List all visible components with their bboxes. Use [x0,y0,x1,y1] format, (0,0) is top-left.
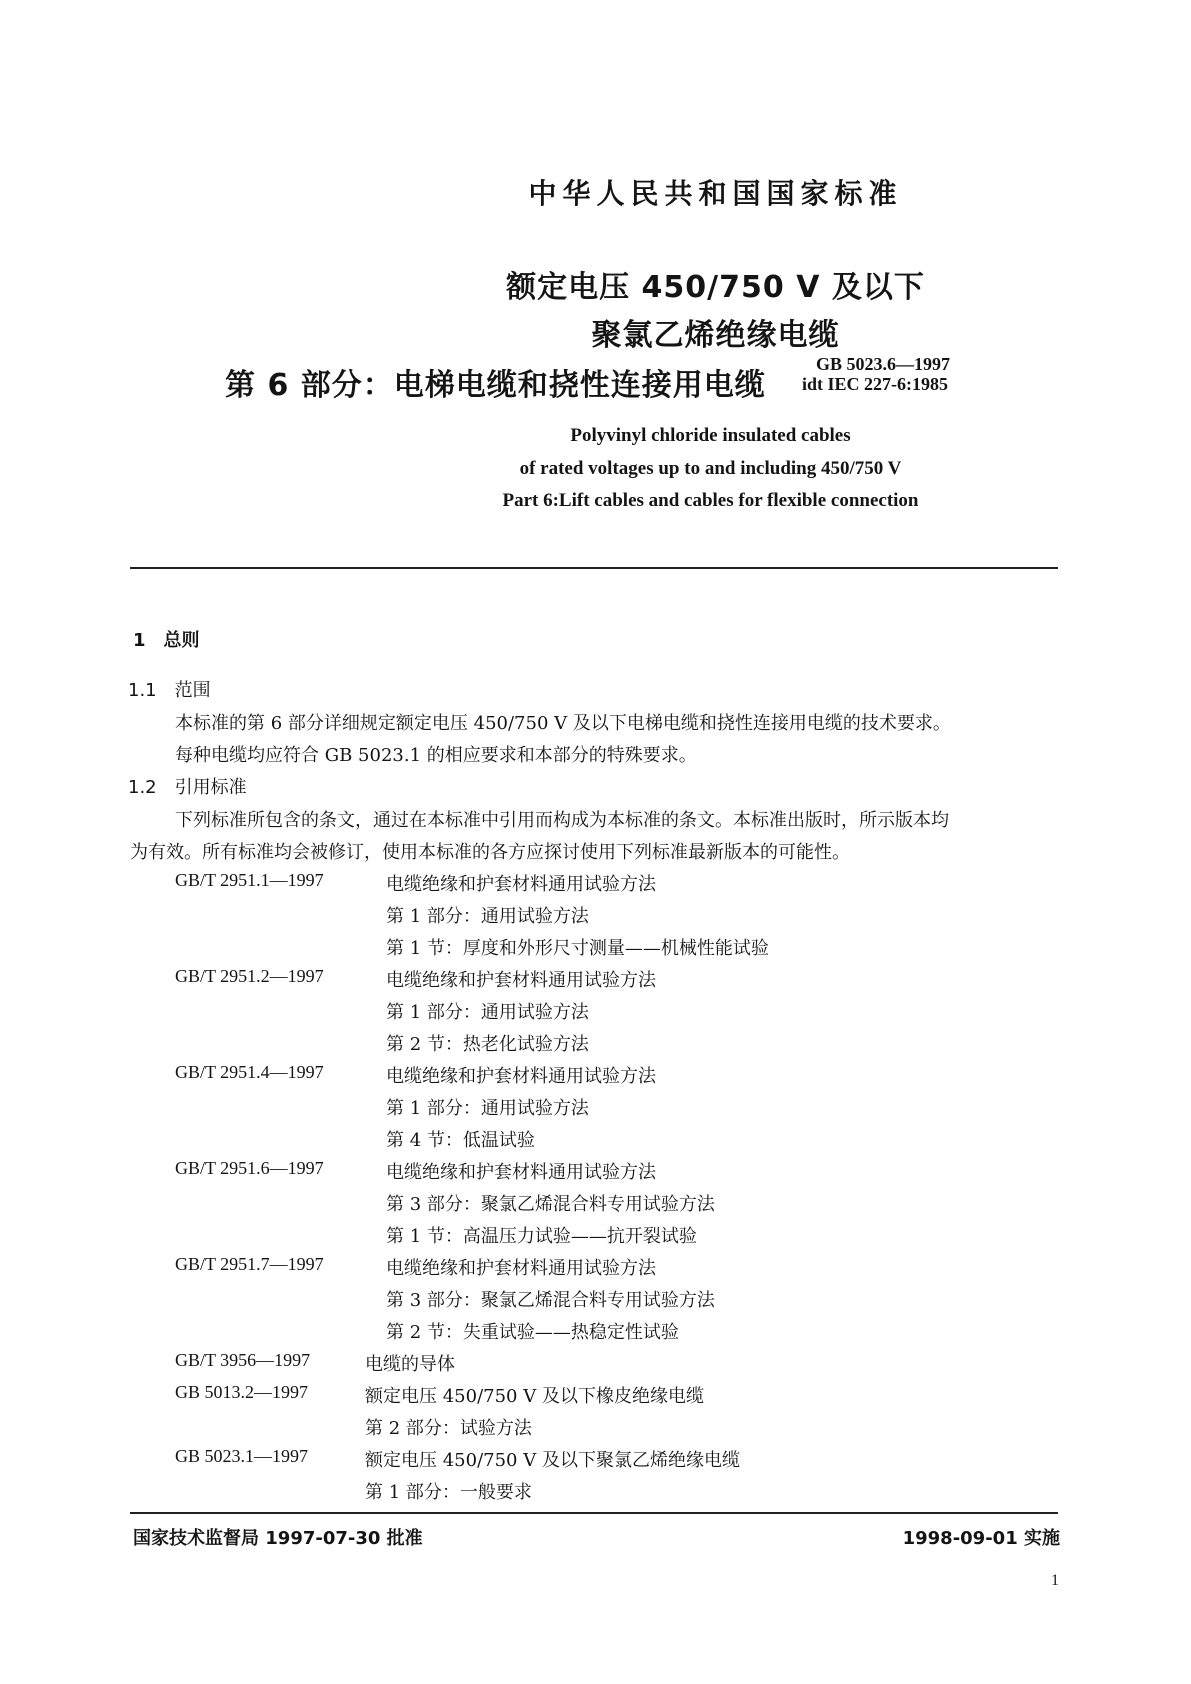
reference-line: 电缆绝缘和护套材料通用试验方法 [386,1066,656,1087]
title-zh-line1: 额定电压 450/750 V 及以下 [506,270,925,305]
reference-code: GB/T 2951.4—1997 [175,1062,324,1082]
standard-code: GB 5023.6—1997 [816,354,951,374]
reference-code: GB/T 3956—1997 [175,1350,311,1370]
title-en-line1: Polyvinyl chloride insulated cables [570,425,851,446]
effective-date: 1998-09-01 实施 [902,1528,1060,1549]
reference-line: 第 1 部分：通用试验方法 [386,1098,589,1119]
reference-line: 电缆绝缘和护套材料通用试验方法 [386,970,656,991]
reference-line: 第 1 部分：一般要求 [365,1482,532,1503]
reference-code: GB/T 2951.6—1997 [175,1158,324,1178]
reference-line: 额定电压 450/750 V 及以下橡皮绝缘电缆 [365,1386,704,1407]
standard-idt: idt IEC 227-6:1985 [802,374,949,394]
page-number: 1 [1051,1572,1059,1589]
section-1-1-paragraph-2: 每种电缆均应符合 GB 5023.1 的相应要求和本部分的特殊要求。 [175,745,697,766]
section-1-2-paragraph-line2: 为有效。所有标准均会被修订，使用本标准的各方应探讨使用下列标准最新版本的可能性。 [130,842,850,863]
reference-line: 第 1 节：厚度和外形尺寸测量——机械性能试验 [386,938,769,959]
title-zh-line3: 第 6 部分：电梯电缆和挠性连接用电缆 [225,368,766,403]
reference-line: 第 1 节：高温压力试验——抗开裂试验 [386,1226,697,1247]
section-1-2-paragraph-line1: 下列标准所包含的条文，通过在本标准中引用而构成为本标准的条文。本标准出版时，所示版本均 [175,810,949,831]
title-en-line2: of rated voltages up to and including 450/750 V [519,458,902,479]
reference-line: 电缆绝缘和护套材料通用试验方法 [386,1162,656,1183]
header-divider [130,567,1058,569]
approval-date: 国家技术监督局 1997-07-30 批准 [133,1528,423,1549]
reference-line: 第 1 部分：通用试验方法 [386,1002,589,1023]
reference-line: 电缆绝缘和护套材料通用试验方法 [386,874,656,895]
reference-line: 第 2 节：热老化试验方法 [386,1034,589,1055]
section-1-heading: 1 总则 [133,630,200,651]
reference-code: GB/T 2951.1—1997 [175,870,324,890]
reference-code: GB/T 2951.2—1997 [175,966,324,986]
footer-divider [130,1512,1058,1514]
reference-line: 第 3 部分：聚氯乙烯混合料专用试验方法 [386,1194,715,1215]
reference-line: 第 3 部分：聚氯乙烯混合料专用试验方法 [386,1290,715,1311]
reference-code: GB 5023.1—1997 [175,1446,309,1466]
section-1-1-paragraph-1: 本标准的第 6 部分详细规定额定电压 450/750 V 及以下电梯电缆和挠性连接用电缆的技术要求。 [175,713,951,734]
reference-line: 第 4 节：低温试验 [386,1130,535,1151]
national-standard-label: 中华人民共和国国家标准 [528,177,903,210]
section-1-2-heading: 1.2 引用标准 [128,777,247,798]
reference-line: 第 2 节：失重试验——热稳定性试验 [386,1322,679,1343]
reference-code: GB 5013.2—1997 [175,1382,309,1402]
reference-code: GB/T 2951.7—1997 [175,1254,324,1274]
section-1-1-heading: 1.1 范围 [128,680,211,701]
title-zh-line2: 聚氯乙烯绝缘电缆 [591,318,840,353]
standard-code-block [802,354,950,394]
reference-line: 电缆的导体 [365,1354,455,1375]
reference-line: 额定电压 450/750 V 及以下聚氯乙烯绝缘电缆 [365,1450,740,1471]
reference-line: 电缆绝缘和护套材料通用试验方法 [386,1258,656,1279]
reference-line: 第 1 部分：通用试验方法 [386,906,589,927]
title-en-line3: Part 6:Lift cables and cables for flexible connection [502,490,919,511]
reference-line: 第 2 部分：试验方法 [365,1418,532,1439]
